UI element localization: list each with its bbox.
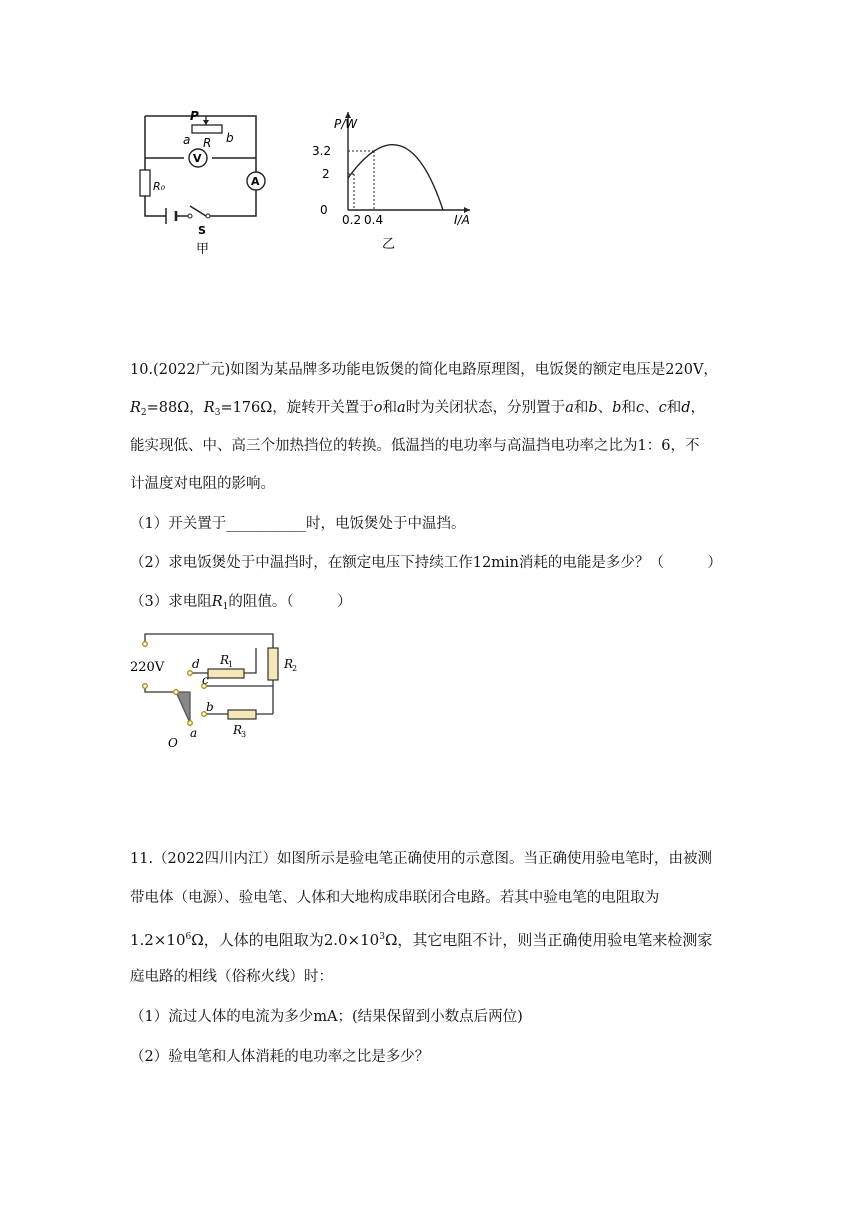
- resistor-r3: [228, 710, 256, 719]
- svg-text:R: R: [203, 136, 212, 150]
- svg-text:b: b: [206, 700, 214, 714]
- answer-blank: ___________: [226, 516, 306, 532]
- caption-yi: 乙: [382, 237, 396, 252]
- q11-line3: $1.2\times 10^6\Omega$，人体的电阻取为$2.0\times 10^3\Omega$，其它电阻不计，则当正确使用验电笔来检测家: [130, 931, 713, 949]
- q10-line4: 计温度对电阻的影响。: [130, 476, 275, 492]
- q10-part2: （2）求电饭煲处于中温挡时，在额定电压下持续工作12min消耗的电能是多少？（ ）: [130, 555, 722, 571]
- q11-line1: 11.（2022四川内江）如图所示是验电笔正确使用的示意图。当正确使用验电笔时，由被测: [130, 851, 712, 867]
- q10-line2: $R_2=88\Omega$，$R_3=176\Omega$，旋转开关置于o和a时为关闭状态，分别置于a和b、b和c、c和d，: [130, 400, 705, 418]
- svg-text:0: 0: [320, 203, 328, 217]
- q10-line1: 10.(2022广元)如图为某品牌多功能电饭煲的简化电路原理图，电饭煲的额定电压是220V，: [130, 362, 718, 378]
- label-p: P: [190, 109, 199, 123]
- svg-text:2: 2: [322, 167, 330, 181]
- rice-cooker-circuit: [128, 628, 308, 753]
- svg-text:2: 2: [292, 664, 298, 673]
- power-curve: [348, 145, 443, 210]
- q11-part2: （2）验电笔和人体消耗的电功率之比是多少？: [130, 1049, 430, 1065]
- svg-text:d: d: [192, 657, 200, 671]
- svg-text:a: a: [183, 133, 191, 147]
- svg-text:V: V: [193, 152, 202, 165]
- resistor-r0: [140, 170, 150, 196]
- svg-text:3: 3: [241, 730, 247, 739]
- svg-text:c: c: [202, 673, 209, 687]
- svg-text:R: R: [284, 657, 294, 671]
- q11-line4: 庭电路的相线（俗称火线）时：: [130, 969, 333, 985]
- svg-text:0.4: 0.4: [364, 213, 384, 227]
- q11-part1: （1）流过人体的电流为多少mA；(结果保留到小数点后两位): [130, 1009, 523, 1025]
- resistor-r1: [208, 669, 244, 678]
- svg-text:S: S: [198, 224, 206, 237]
- caption-jia: 甲: [196, 242, 210, 257]
- svg-text:R: R: [233, 723, 243, 737]
- power-current-graph: [308, 98, 483, 258]
- svg-text:O: O: [168, 736, 178, 750]
- q10-part3: （3）求电阻$R_1$的阻值。（ ）: [130, 594, 352, 612]
- svg-text:1: 1: [228, 660, 234, 669]
- svg-text:R: R: [220, 653, 230, 667]
- voltage-label: 220V: [130, 660, 165, 675]
- svg-text:3.2: 3.2: [312, 144, 332, 158]
- svg-text:R₀: R₀: [153, 180, 166, 193]
- q10-line3: 能实现低、中、高三个加热挡位的转换。低温挡的电功率与高温挡电功率之比为1：6，不: [130, 438, 700, 454]
- circuit-diagram-jia: [128, 98, 278, 258]
- resistor-r2: [268, 648, 278, 680]
- svg-text:0.2: 0.2: [342, 213, 362, 227]
- svg-text:A: A: [251, 175, 260, 188]
- svg-text:I/A: I/A: [454, 213, 470, 227]
- q10-part1: （1）开关置于___________时，电饭煲处于中温挡。: [130, 516, 466, 532]
- rheostat-r: [192, 125, 222, 133]
- svg-text:P/W: P/W: [334, 117, 358, 131]
- svg-text:b: b: [226, 131, 234, 145]
- svg-text:a: a: [190, 726, 198, 740]
- q11-line2: 带电体（电源）、验电笔、人体和大地构成串联闭合电路。若其中验电笔的电阻取为: [130, 890, 660, 906]
